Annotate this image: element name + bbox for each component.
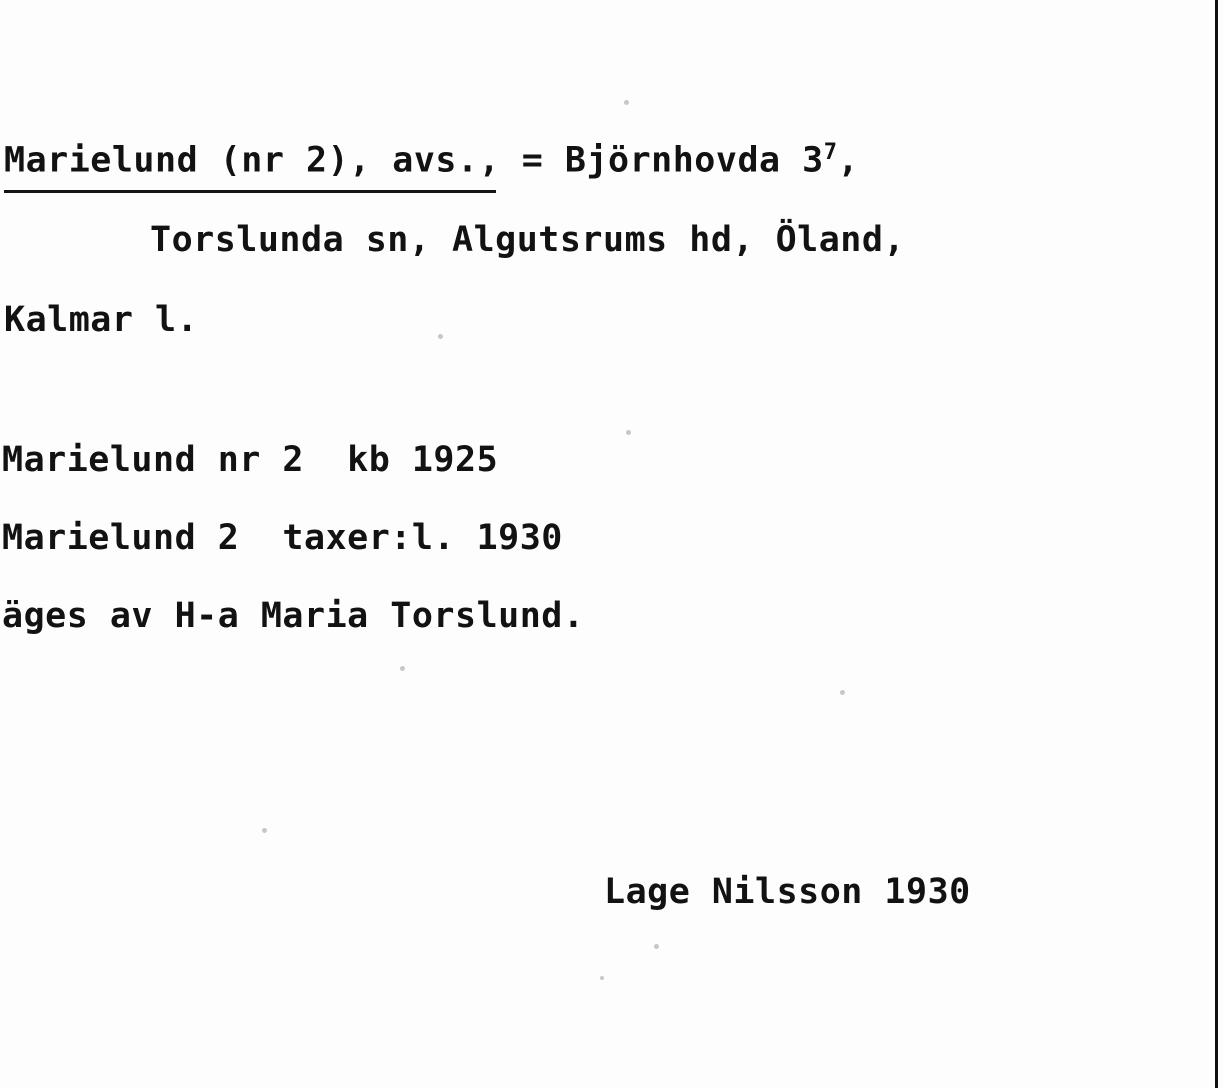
location-line-1: Torslunda sn, Algutsrums hd, Öland, (150, 220, 906, 260)
entry-line-2: Marielund 2 taxer:l. 1930 (2, 518, 563, 558)
card-heading (4, 140, 859, 181)
scan-speck (624, 100, 629, 105)
entry-line-1: Marielund nr 2 kb 1925 (2, 440, 499, 480)
card-heading-superscript: 7 (823, 140, 838, 165)
scan-speck (840, 690, 845, 695)
entry-line-3: äges av H-a Maria Torslund. (2, 596, 585, 636)
scan-speck (438, 334, 443, 339)
card-heading-text: Marielund (nr 2), avs., = Björnhovda 3 (4, 140, 824, 181)
scan-speck (600, 976, 604, 980)
signature-line: Lage Nilsson 1930 (604, 872, 971, 912)
scan-speck (400, 666, 405, 671)
scan-speck (626, 430, 631, 435)
card-right-edge (1215, 0, 1218, 1088)
scan-speck (654, 944, 659, 949)
scan-speck (262, 828, 267, 833)
heading-underline (4, 190, 496, 193)
card-heading-trailing: , (837, 140, 860, 181)
location-line-2: Kalmar l. (4, 300, 199, 340)
